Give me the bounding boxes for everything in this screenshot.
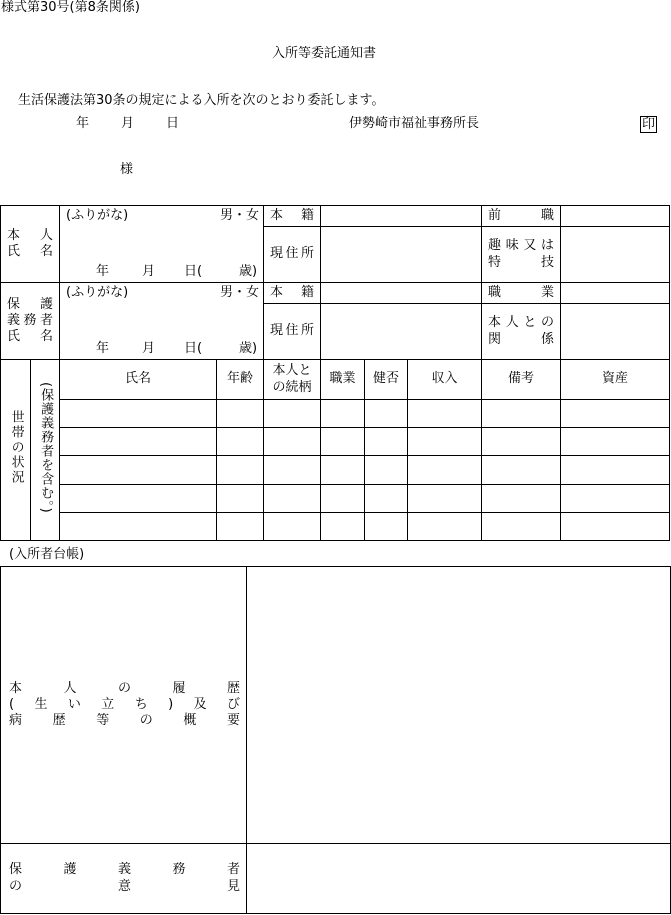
household-cell[interactable] <box>60 513 217 541</box>
household-cell[interactable] <box>321 428 365 456</box>
person-birth-day: 日( <box>184 264 203 279</box>
household-cell[interactable] <box>408 400 482 428</box>
person-hobby-line1: 趣味又は <box>488 238 555 254</box>
household-cell[interactable] <box>561 428 670 456</box>
person-genjusho-label: 現住所 <box>270 246 315 262</box>
guardian-birth-month: 月 <box>142 341 156 356</box>
guardian-shokugyo-value[interactable] <box>561 283 670 304</box>
guardian-relation-value[interactable] <box>561 304 670 360</box>
person-label-line1: 本 人 <box>7 227 54 243</box>
ledger-title: (入所者台帳) <box>9 547 85 562</box>
household-cell[interactable] <box>365 513 408 541</box>
guardian-relation-line2: 関 係 <box>488 331 555 347</box>
person-birth-year: 年 <box>96 264 110 279</box>
household-cell[interactable] <box>217 456 264 485</box>
guardian-gender: 男・女 <box>220 285 260 300</box>
household-sublabel-cell <box>31 360 60 541</box>
form-number: 様式第30号(第8条関係) <box>1 0 140 15</box>
guardian-relation-line1: 本人との <box>488 315 555 331</box>
history-label-cell <box>1 567 247 844</box>
household-header-health: 健否 <box>365 360 408 400</box>
person-genjusho-value[interactable] <box>321 227 482 283</box>
household-row <box>1 456 670 485</box>
guardian-honseki-label: 本 籍 <box>270 284 315 300</box>
guardian-label-line1: 保 護 <box>7 296 54 312</box>
household-cell[interactable] <box>408 456 482 485</box>
opinion-label-line2: の意見 <box>9 878 240 894</box>
person-furigana: (ふりがな) <box>66 208 129 223</box>
household-cell[interactable] <box>365 485 408 513</box>
guardian-shokugyo-label: 職 業 <box>488 284 555 300</box>
household-row <box>1 428 670 456</box>
person-zenshoku-value[interactable] <box>561 206 670 227</box>
document-title: 入所等委託通知書 <box>272 46 377 61</box>
household-cell[interactable] <box>482 400 561 428</box>
history-label-line1: 本人の履歴 <box>9 680 240 696</box>
household-cell[interactable] <box>561 485 670 513</box>
person-gender: 男・女 <box>220 208 260 223</box>
person-honseki-label: 本 籍 <box>270 207 315 223</box>
household-header-notes: 備考 <box>482 360 561 400</box>
opinion-label-line1: 保護義務者 <box>9 862 240 878</box>
guardian-label-cell <box>1 283 60 360</box>
date-year: 年 <box>76 116 90 131</box>
household-header-income: 収入 <box>408 360 482 400</box>
household-header-relation-line2: の続柄 <box>272 379 312 395</box>
household-cell[interactable] <box>60 428 217 456</box>
household-sublabel: (保護義務者を含む。) <box>38 381 54 514</box>
household-cell[interactable] <box>408 428 482 456</box>
household-header-age: 年齢 <box>217 360 264 400</box>
household-cell[interactable] <box>482 513 561 541</box>
household-cell[interactable] <box>217 513 264 541</box>
household-cell[interactable] <box>60 400 217 428</box>
person-zenshoku-label: 前 職 <box>488 207 555 223</box>
household-cell[interactable] <box>264 400 321 428</box>
date-month: 月 <box>121 116 135 131</box>
guardian-age: 歳) <box>238 341 258 356</box>
person-honseki-value[interactable] <box>321 206 482 227</box>
history-label-line3: 病歴等の概要 <box>9 713 240 729</box>
seal-mark: 印 <box>642 117 656 132</box>
household-header-assets: 資産 <box>561 360 670 400</box>
history-value[interactable] <box>247 567 671 844</box>
date-day: 日 <box>166 116 180 131</box>
household-cell[interactable] <box>482 428 561 456</box>
household-cell[interactable] <box>264 485 321 513</box>
household-cell[interactable] <box>408 513 482 541</box>
intro-text: 生活保護法第30条の規定による入所を次のとおり委託します。 <box>18 93 385 108</box>
opinion-label-cell <box>1 844 247 914</box>
issuer: 伊勢崎市福祉事務所長 <box>349 116 480 131</box>
household-cell[interactable] <box>264 513 321 541</box>
household-cell[interactable] <box>408 485 482 513</box>
guardian-birth-year: 年 <box>96 341 110 356</box>
guardian-name-cell[interactable] <box>60 283 264 360</box>
household-row <box>1 485 670 513</box>
household-cell[interactable] <box>321 485 365 513</box>
guardian-genjusho-value[interactable] <box>321 304 482 360</box>
household-label-cell <box>1 360 31 541</box>
household-header-name: 氏名 <box>60 360 217 400</box>
guardian-label-line2: 義務者 <box>7 312 54 328</box>
household-cell[interactable] <box>482 456 561 485</box>
household-cell[interactable] <box>561 513 670 541</box>
household-cell[interactable] <box>217 400 264 428</box>
guardian-honseki-value[interactable] <box>321 283 482 304</box>
person-label-cell <box>1 206 60 283</box>
guardian-furigana: (ふりがな) <box>66 285 129 300</box>
household-row <box>1 400 670 428</box>
history-label-line2: (生い立ち)及び <box>9 696 240 712</box>
household-cell[interactable] <box>482 485 561 513</box>
household-cell[interactable] <box>60 456 217 485</box>
household-cell[interactable] <box>60 485 217 513</box>
guardian-label-line3: 氏 名 <box>7 329 54 345</box>
person-label-line2: 氏 名 <box>7 244 54 259</box>
household-label: 世帯の状況 <box>8 409 24 485</box>
household-cell[interactable] <box>321 513 365 541</box>
household-header-job: 職業 <box>321 360 365 400</box>
household-cell[interactable] <box>561 400 670 428</box>
household-cell[interactable] <box>365 400 408 428</box>
person-age: 歳) <box>238 264 258 279</box>
addressee-suffix: 様 <box>120 162 134 177</box>
household-cell[interactable] <box>321 456 365 485</box>
person-name-cell[interactable] <box>60 206 264 283</box>
household-row <box>1 513 670 541</box>
person-hobby-value[interactable] <box>561 227 670 283</box>
household-cell[interactable] <box>264 428 321 456</box>
ledger-table <box>0 566 671 914</box>
opinion-value[interactable] <box>247 844 671 914</box>
household-cell[interactable] <box>365 456 408 485</box>
household-cell[interactable] <box>264 456 321 485</box>
guardian-birth-day: 日( <box>184 341 203 356</box>
person-hobby-line2: 特 技 <box>488 254 555 270</box>
info-table <box>0 205 670 541</box>
household-cell[interactable] <box>321 400 365 428</box>
household-cell[interactable] <box>365 428 408 456</box>
household-cell[interactable] <box>217 428 264 456</box>
household-cell[interactable] <box>561 456 670 485</box>
household-header-relation <box>264 360 321 400</box>
household-cell[interactable] <box>217 485 264 513</box>
guardian-genjusho-label: 現住所 <box>270 323 315 339</box>
household-header-relation-line1: 本人と <box>272 363 312 379</box>
person-birth-month: 月 <box>142 264 156 279</box>
